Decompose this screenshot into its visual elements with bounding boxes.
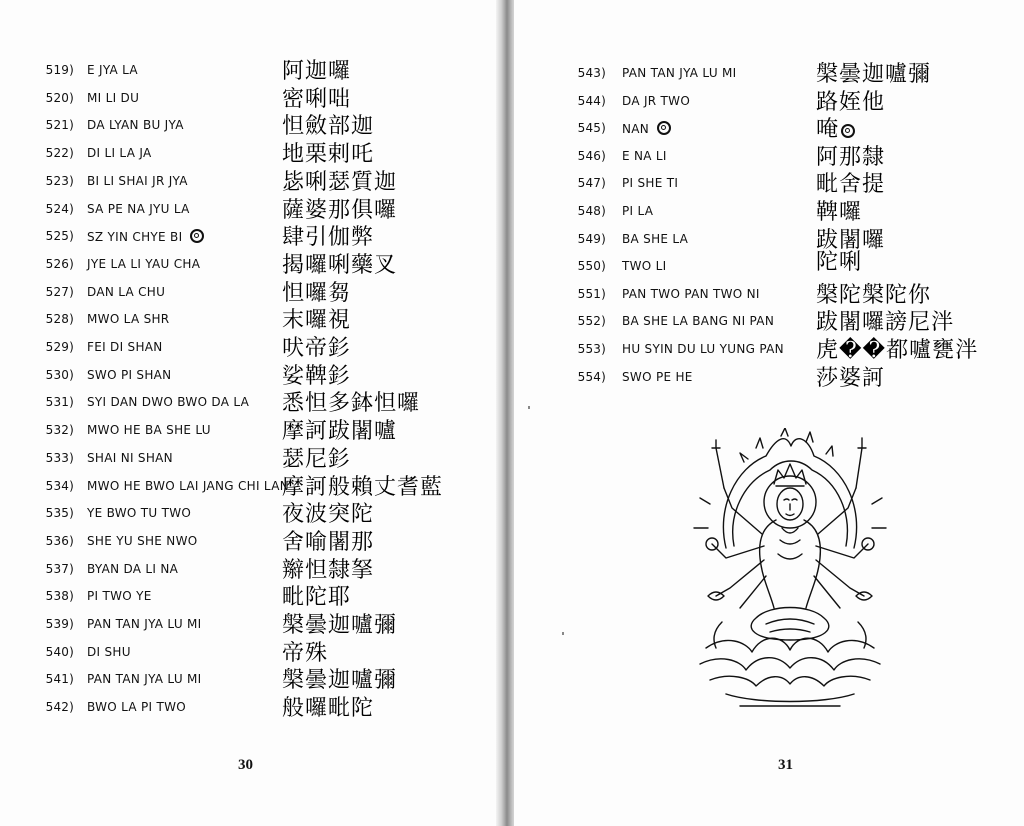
verse-number: 547): [577, 176, 606, 191]
verse-chinese: [282, 54, 351, 85]
verse-chinese: [816, 195, 862, 226]
chinese-text: 辮怛隸拏: [282, 557, 375, 583]
verse-romanization: [622, 176, 678, 190]
verse-entry: [0, 169, 502, 198]
verse-romanization: [622, 232, 688, 246]
verse-romanization: [87, 423, 211, 437]
romanization-text: SWO PI SHAN: [87, 367, 172, 382]
verse-number: 544): [577, 93, 606, 108]
verse-number: 548): [577, 204, 606, 218]
romanization-text: JYE LA LI YAU CHA: [87, 256, 201, 271]
romanization-text: MWO LA SHR: [87, 312, 170, 327]
chinese-text: 槃陀槃陀你: [816, 282, 932, 308]
right-page: [514, 0, 1024, 826]
verse-romanization: [622, 259, 666, 273]
romanization-text: DAN LA CHU: [87, 284, 166, 299]
verse-chinese: [282, 386, 420, 417]
chinese-text: 揭囉唎藥叉: [282, 252, 398, 278]
verse-number: 527): [45, 284, 74, 299]
verse-entry: [514, 62, 1024, 90]
chinese-text: 路姪他: [816, 89, 886, 115]
verse-entry: [0, 613, 502, 641]
verse-romanization: [87, 589, 152, 603]
verse-entry: [0, 529, 502, 558]
verse-number: 553): [577, 342, 606, 356]
verse-romanization: [87, 285, 165, 299]
verse-chinese: [282, 414, 397, 445]
verse-romanization: [87, 700, 186, 714]
romanization-text: BA SHE LA: [622, 231, 689, 246]
verse-number: 551): [577, 286, 606, 301]
verse-entry: [514, 338, 1024, 366]
verse-chinese: [816, 278, 931, 309]
verse-chinese: [816, 333, 978, 364]
verse-number: 543): [577, 66, 606, 80]
chinese-text: 夜波突陀: [282, 502, 375, 528]
verse-number: 534): [45, 478, 74, 493]
verse-romanization: [87, 91, 139, 105]
chinese-text: 槃曇迦嚧彌: [816, 62, 932, 87]
verse-entry: [514, 89, 1024, 118]
romanization-text: SYI DAN DWO BWO DA LA: [87, 395, 250, 410]
chinese-text: 唵: [816, 117, 840, 143]
chinese-text: 跋闍囉謗尼泮: [816, 310, 955, 336]
verse-romanization: [87, 562, 178, 576]
chinese-text: 末囉視: [282, 308, 352, 334]
verse-entry: [0, 252, 502, 281]
verse-entry: [0, 336, 502, 364]
chinese-text: 莎婆訶: [816, 365, 886, 391]
verse-romanization: [87, 202, 190, 216]
romanization-text: FEI DI SHAN: [87, 340, 163, 354]
romanization-text: PI LA: [622, 204, 654, 218]
verse-number: 537): [45, 561, 74, 576]
verse-entry: [0, 59, 502, 87]
verse-chinese: [282, 691, 374, 722]
verse-entry: [0, 308, 502, 336]
chinese-text: 虎��都嚧甕泮: [816, 338, 979, 363]
romanization-text: SZ YIN CHYE BI: [87, 230, 183, 245]
verse-chinese: [282, 580, 351, 611]
verse-number: 519): [45, 63, 74, 77]
chinese-continuation: 陀唎: [816, 249, 863, 275]
verse-romanization: [87, 534, 198, 548]
double-circle-icon: [841, 124, 855, 138]
chinese-text: 怛斂部迦: [282, 114, 375, 140]
verse-chinese: [282, 525, 374, 556]
chinese-text: 阿迦囉: [282, 59, 352, 84]
verse-romanization: [622, 121, 671, 136]
romanization-text: E JYA LA: [87, 63, 138, 77]
verse-chinese: [282, 248, 397, 279]
chinese-text: 槃曇迦嚧彌: [282, 668, 398, 694]
verse-number: 529): [45, 340, 74, 354]
verse-romanization: [87, 229, 204, 244]
verse-number: 538): [45, 589, 74, 604]
verse-romanization: [622, 94, 690, 108]
verse-chinese: [282, 220, 374, 251]
chinese-text: 般囉毗陀: [282, 696, 375, 722]
verse-romanization: [87, 63, 138, 77]
verse-romanization: [87, 146, 151, 160]
verse-romanization: [622, 370, 693, 384]
verse-number: 550): [577, 259, 606, 274]
verse-entry: [514, 117, 1024, 145]
verse-romanization: [622, 66, 737, 80]
verse-romanization: [622, 287, 760, 301]
verse-entry: [514, 172, 1024, 200]
verse-chinese: [282, 276, 351, 307]
verse-chinese: [282, 553, 374, 584]
chinese-text: 密唎咄: [282, 86, 352, 112]
romanization-text: MI LI DU: [87, 90, 140, 105]
chinese-text: 跋闍囉: [816, 227, 886, 253]
verse-chinese: [282, 442, 351, 473]
verse-number: 523): [45, 173, 74, 188]
romanization-text: DA JR TWO: [622, 93, 691, 108]
verse-number: 546): [577, 148, 606, 163]
verse-entry: [0, 696, 502, 724]
verse-chinese: [816, 305, 954, 336]
romanization-text: MWO HE BA SHE LU: [87, 423, 211, 438]
chinese-text: 阿那隸: [816, 144, 886, 170]
verse-number: 540): [45, 644, 74, 659]
romanization-text: PAN TAN JYA LU MI: [87, 617, 202, 631]
verse-chinese: [282, 470, 443, 501]
romanization-text: E NA LI: [622, 148, 667, 163]
chinese-text: 帝殊: [282, 640, 329, 666]
chinese-text: 舍喻闍那: [282, 529, 375, 555]
verse-romanization: [87, 672, 202, 686]
chinese-text: 瑟尼釤: [282, 446, 352, 472]
romanization-text: MWO HE BWO LAI JANG CHI LAN: [87, 478, 289, 493]
verse-chinese: [816, 140, 885, 171]
chinese-text: 摩訶般賴丈耆藍: [282, 474, 444, 500]
verse-entry: [0, 197, 502, 226]
chinese-text: 肆引伽弊: [282, 225, 375, 251]
verse-number: 530): [45, 367, 74, 382]
romanization-text: DA LYAN BU JYA: [87, 118, 184, 133]
romanization-text: BWO LA PI TWO: [87, 700, 187, 715]
verse-chinese: [816, 223, 886, 275]
chinese-text: 鞞囉: [816, 200, 863, 225]
verse-chinese: [282, 331, 351, 362]
verse-entry: [514, 259, 1024, 283]
romanization-text: SA PE NA JYU LA: [87, 201, 190, 216]
verse-romanization: [622, 149, 667, 163]
verse-romanization: [622, 204, 653, 218]
double-circle-icon: [657, 121, 671, 135]
verse-entry: [0, 391, 502, 419]
verse-number: 535): [45, 506, 74, 521]
verse-number: 520): [45, 90, 74, 105]
left-page: [0, 0, 502, 826]
verse-number: 549): [577, 231, 606, 246]
verse-chinese: [282, 82, 351, 113]
print-speck: [528, 406, 530, 409]
verse-romanization: [622, 314, 774, 328]
verse-chinese: [282, 165, 397, 196]
verse-entry: [0, 668, 502, 696]
verse-chinese: [282, 359, 351, 390]
verse-number: 522): [45, 146, 74, 161]
verse-number: 532): [45, 423, 74, 438]
verse-number: 536): [45, 533, 74, 548]
verse-chinese: [816, 57, 931, 88]
romanization-text: PI TWO YE: [87, 589, 152, 604]
romanization-text: PAN TAN JYA LU MI: [622, 66, 737, 80]
verse-romanization: [87, 451, 173, 465]
romanization-text: TWO LI: [622, 259, 667, 274]
verse-entry: [0, 502, 502, 530]
romanization-text: YE BWO TU TWO: [87, 506, 192, 521]
verse-romanization: [87, 479, 289, 493]
verse-entry: [0, 280, 502, 309]
verse-number: 528): [45, 312, 74, 327]
verse-romanization: [87, 368, 171, 382]
verse-chinese: [282, 636, 328, 667]
verse-number: 541): [45, 672, 74, 687]
romanization-text: BA SHE LA BANG NI PAN: [622, 314, 775, 329]
romanization-text: PAN TWO PAN TWO NI: [622, 286, 760, 301]
verse-entry: [0, 142, 502, 170]
chinese-text: 娑鞞釤: [282, 363, 352, 389]
verse-number: 552): [577, 314, 606, 329]
verse-entry: [0, 557, 502, 586]
verse-chinese: [282, 497, 374, 528]
romanization-text: PI SHE TI: [622, 176, 679, 191]
verse-number: 539): [45, 617, 74, 631]
verse-entry: [0, 86, 502, 115]
verse-chinese: [816, 112, 855, 143]
verse-chinese: [282, 303, 351, 334]
verse-romanization: [87, 506, 191, 520]
verse-romanization: [87, 645, 131, 659]
chinese-text: 摩訶跋闍嚧: [282, 419, 398, 445]
chinese-text: 怛囉芻: [282, 280, 352, 306]
verse-number: 525): [45, 229, 74, 244]
romanization-text: PAN TAN JYA LU MI: [87, 672, 202, 687]
verse-number: 521): [45, 118, 74, 133]
verse-number: 542): [45, 700, 74, 715]
verse-romanization: [87, 257, 200, 271]
romanization-text: SWO PE HE: [622, 369, 693, 384]
verse-number: 526): [45, 256, 74, 271]
verse-entry: [0, 363, 502, 392]
verse-number: 554): [577, 369, 606, 384]
verse-entry: [0, 114, 502, 142]
romanization-text: SHAI NI SHAN: [87, 450, 173, 465]
verse-entry: [0, 640, 502, 669]
print-speck: [562, 632, 564, 635]
romanization-text: DI SHU: [87, 644, 131, 659]
page-number-right: 31: [778, 757, 793, 773]
bodhisattva-illustration: [686, 428, 896, 713]
verse-chinese: [282, 137, 374, 168]
chinese-text: 毗舍提: [816, 172, 886, 198]
double-circle-icon: [190, 229, 204, 243]
chinese-text: 毗陀耶: [282, 585, 352, 611]
romanization-text: NAN: [622, 122, 650, 137]
verse-chinese: [282, 663, 397, 694]
verse-entry: [514, 365, 1024, 394]
verse-romanization: [87, 312, 169, 326]
verse-romanization: [87, 340, 163, 354]
verse-number: 531): [45, 395, 74, 410]
chinese-text: 地栗剌吒: [282, 142, 375, 168]
verse-number: 545): [577, 121, 606, 136]
verse-entry: [0, 585, 502, 613]
verse-chinese: [282, 193, 397, 224]
chinese-text: 槃曇迦嚧彌: [282, 613, 398, 638]
page-number-left: 30: [238, 757, 253, 773]
verse-entry: [514, 200, 1024, 228]
verse-chinese: [816, 361, 885, 392]
verse-chinese: [282, 109, 374, 140]
verse-chinese: [816, 167, 885, 198]
verse-romanization: [622, 342, 784, 356]
verse-entry: [0, 225, 502, 253]
chinese-text: 悉怛多鉢怛囉: [282, 391, 421, 417]
verse-romanization: [87, 395, 249, 409]
verse-number: 533): [45, 450, 74, 465]
verse-entry: [0, 419, 502, 447]
romanization-text: BYAN DA LI NA: [87, 561, 179, 576]
verse-chinese: [816, 85, 885, 116]
romanization-text: SHE YU SHE NWO: [87, 533, 198, 548]
verse-entry: [514, 144, 1024, 173]
verse-entry: [0, 474, 502, 503]
verse-chinese: [282, 608, 397, 639]
chinese-text: 吠帝釤: [282, 336, 352, 361]
romanization-text: BI LI SHAI JR JYA: [87, 173, 188, 188]
romanization-text: DI LI LA JA: [87, 146, 152, 161]
verse-number: 524): [45, 201, 74, 216]
verse-romanization: [87, 174, 188, 188]
verse-romanization: [87, 118, 184, 132]
chinese-text: 毖唎瑟質迦: [282, 169, 398, 195]
chinese-text: 薩婆那俱囉: [282, 197, 398, 223]
romanization-text: HU SYIN DU LU YUNG PAN: [622, 342, 784, 356]
verse-romanization: [87, 617, 202, 631]
